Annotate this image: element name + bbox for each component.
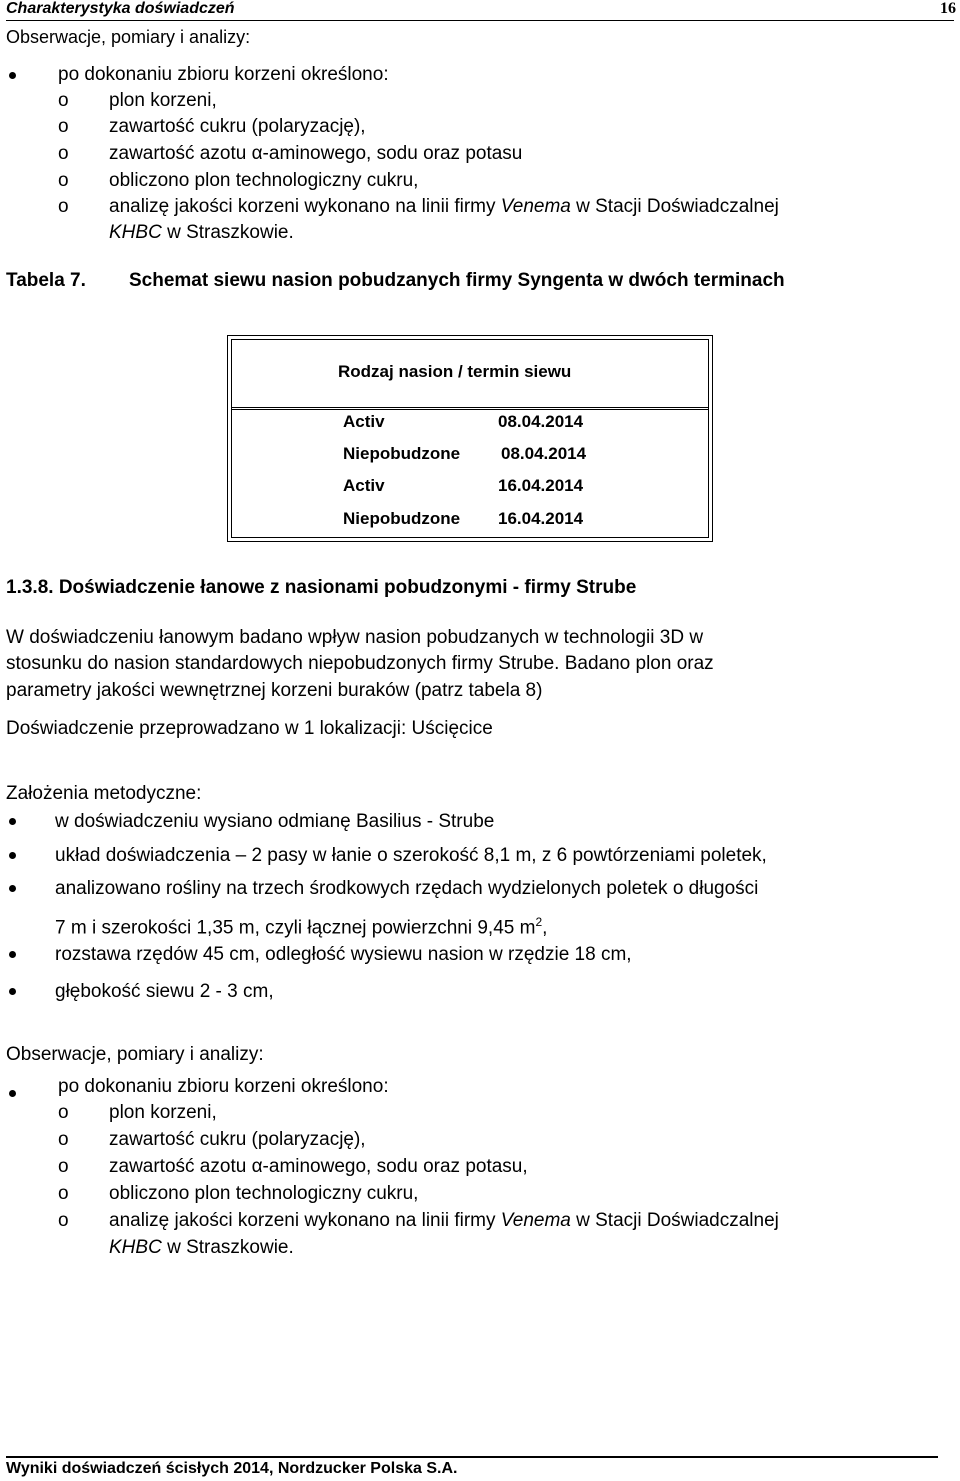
header-title: Charakterystyka doświadczeń <box>6 0 235 17</box>
assumption-item: rozstawa rzędów 45 cm, odległość wysiewu nasion w rzędzie 18 cm, <box>55 944 632 965</box>
table-cell-date: 08.04.2014 <box>498 412 584 431</box>
text-run: w Straszkowie. <box>161 1237 294 1258</box>
table-label: Tabela 7. <box>6 270 86 291</box>
paragraph-line: stosunku do nasion standardowych niepobudzonych firmy Strube. Badano plon oraz <box>6 653 714 674</box>
page-header <box>6 0 956 20</box>
assumption-item: analizowano rośliny na trzech środkowych rzędach wydzielonych poletek o długości <box>55 878 759 899</box>
observation-item-continuation <box>109 1237 294 1259</box>
table-caption: Schemat siewu nasion pobudzanych firmy Syngenta w dwóch terminach <box>129 270 785 291</box>
location-line: Doświadczenie przeprowadzano w 1 lokalizacji: Uścięcice <box>6 718 493 739</box>
text-run: w Stacji Doświadczalnej <box>570 1210 779 1231</box>
assumption-item: głębokość siewu 2 - 3 cm, <box>55 981 274 1002</box>
table-cell-type: Niepobudzone <box>343 509 461 528</box>
observation-item: zawartość cukru (polaryzację), <box>109 116 366 137</box>
table-cell-date: 08.04.2014 <box>501 444 587 463</box>
circle-marker-icon: o <box>58 116 69 137</box>
bullet-icon <box>9 1090 16 1097</box>
table-cell-date: 16.04.2014 <box>498 509 584 528</box>
table-cell-date: 16.04.2014 <box>498 476 584 495</box>
assumption-item: w doświadczeniu wysiano odmianę Basilius - Strube <box>55 811 495 832</box>
table-cell-type: Niepobudzone <box>343 444 461 463</box>
footer-rule <box>6 1456 938 1458</box>
table-cell-type: Activ <box>343 476 385 495</box>
bullet-icon <box>9 852 16 859</box>
text-run: w Stacji Doświadczalnej <box>570 196 779 217</box>
observations-bullet-top: po dokonaniu zbioru korzeni określono: <box>58 64 389 85</box>
table-double-rule <box>232 407 708 410</box>
page-number: 16 <box>940 0 956 17</box>
table-inner-frame <box>231 339 709 538</box>
bullet-icon <box>9 885 16 892</box>
assumption-item-continuation <box>55 911 547 939</box>
table-header: Rodzaj nasion / termin siewu <box>338 362 572 381</box>
observation-item: zawartość azotu α-aminowego, sodu oraz potasu, <box>109 1156 528 1177</box>
text-run: , <box>542 917 548 939</box>
italic-run: Venema <box>500 196 571 217</box>
bullet-icon <box>9 818 16 825</box>
header-rule <box>6 20 954 21</box>
observation-item: zawartość azotu α-aminowego, sodu oraz potasu <box>109 143 523 164</box>
circle-marker-icon: o <box>58 1102 69 1123</box>
italic-run: KHBC <box>109 222 162 243</box>
section-heading: 1.3.8. Doświadczenie łanowe z nasionami pobudzonymi - firmy Strube <box>6 577 637 598</box>
text-run: w Straszkowie. <box>161 222 294 243</box>
paragraph-line: parametry jakości wewnętrznej korzeni buraków (patrz tabela 8) <box>6 680 543 701</box>
italic-run: KHBC <box>109 1237 162 1258</box>
observation-item-venema <box>109 1210 779 1232</box>
bullet-icon <box>9 951 16 958</box>
circle-marker-icon: o <box>58 1183 69 1204</box>
circle-marker-icon: o <box>58 1129 69 1150</box>
observation-item: zawartość cukru (polaryzację), <box>109 1129 366 1150</box>
observation-item: plon korzeni, <box>109 90 217 111</box>
bullet-icon <box>9 72 16 79</box>
table-cell-type: Activ <box>343 412 385 431</box>
text-run: 7 m i szerokości 1,35 m, czyli łącznej powierzchni 9,45 m <box>55 917 536 939</box>
assumptions-heading: Założenia metodyczne: <box>6 783 202 804</box>
text-run: analizę jakości korzeni wykonano na linii firmy <box>109 1210 501 1231</box>
seeding-schedule-table <box>227 335 713 542</box>
observations-heading-top: Obserwacje, pomiary i analizy: <box>6 27 251 47</box>
observation-item: plon korzeni, <box>109 1102 217 1123</box>
page-footer: Wyniki doświadczeń ścisłych 2014, Nordzucker Polska S.A. <box>6 1460 458 1477</box>
italic-run: Venema <box>500 1210 571 1231</box>
observation-item-continuation <box>109 222 294 244</box>
observations-heading-bottom: Obserwacje, pomiary i analizy: <box>6 1044 264 1065</box>
observation-item: obliczono plon technologiczny cukru, <box>109 170 419 191</box>
paragraph-line: W doświadczeniu łanowym badano wpływ nasion pobudzanych w technologii 3D w <box>6 627 704 648</box>
circle-marker-icon: o <box>58 170 69 191</box>
observation-item: obliczono plon technologiczny cukru, <box>109 1183 419 1204</box>
observations-bullet-bottom: po dokonaniu zbioru korzeni określono: <box>58 1076 389 1097</box>
bullet-icon <box>9 988 16 995</box>
circle-marker-icon: o <box>58 196 69 217</box>
observation-item-venema <box>109 196 779 218</box>
text-run: analizę jakości korzeni wykonano na linii firmy <box>109 196 501 217</box>
circle-marker-icon: o <box>58 1156 69 1177</box>
assumption-item: układ doświadczenia – 2 pasy w łanie o szerokość 8,1 m, z 6 powtórzeniami poletek, <box>55 845 767 866</box>
circle-marker-icon: o <box>58 1210 69 1231</box>
superscript: 2 <box>535 915 543 929</box>
circle-marker-icon: o <box>58 143 69 164</box>
circle-marker-icon: o <box>58 90 69 111</box>
